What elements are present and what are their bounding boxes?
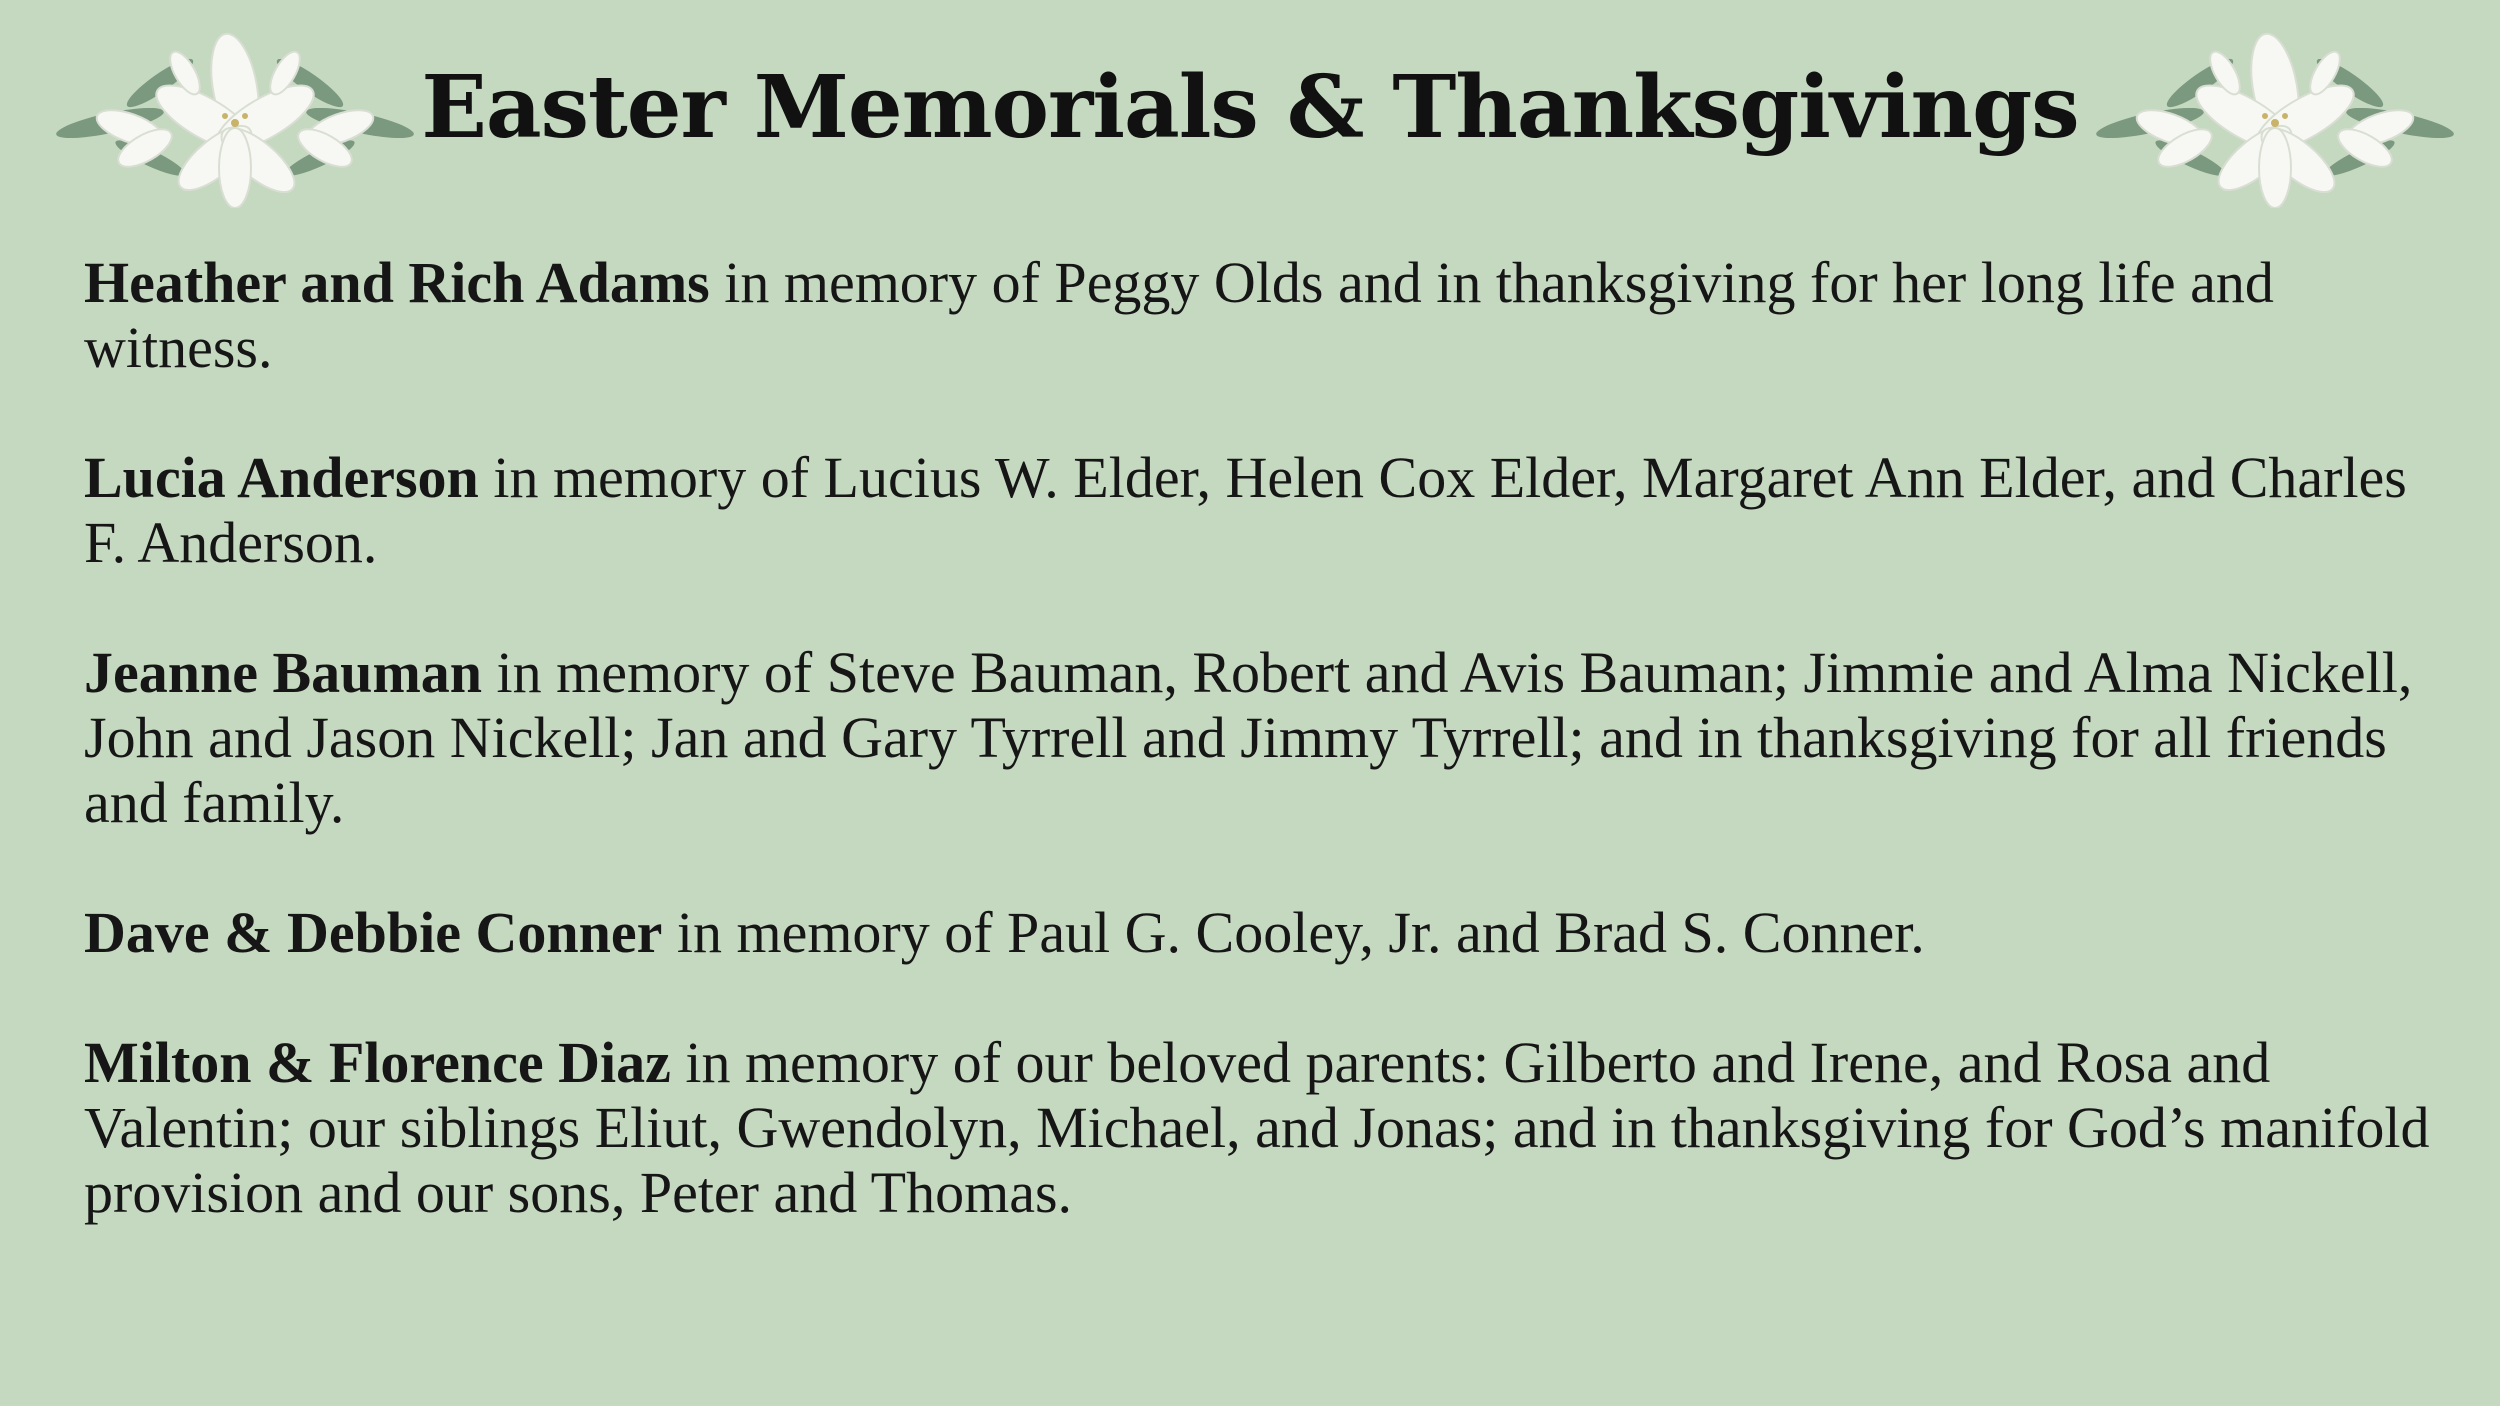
memorial-entry [84,250,2444,380]
memorial-list [84,250,2444,1290]
page-title: Easter Memorials & Thanksgivings [421,57,2079,158]
header [0,0,2500,220]
donor-name: Milton & Florence Diaz [84,1030,671,1095]
memorial-entry [84,900,2444,965]
donor-name: Heather and Rich Adams [84,250,710,315]
memorial-entry [84,640,2444,835]
donor-name: Dave & Debbie Conner [84,900,663,965]
memorial-entry [84,445,2444,575]
dedication-text: in memory of Steve Bauman, Robert and Avis Bauman; Jimmie and Alma Nickell, John and Jason Nickell; Jan and Gary Tyrrell and Jimmy Tyrrell; and in thanksgiving for all friends and family. [84,640,2413,835]
donor-name: Jeanne Bauman [84,640,483,705]
memorial-entry [84,1030,2444,1225]
dedication-text: in memory of Lucius W. Elder, Helen Cox Elder, Margaret Ann Elder, and Charles F. Anderson. [84,445,2407,575]
lily-bouquet-icon [2080,28,2470,208]
dedication-text: in memory of our beloved parents: Gilberto and Irene, and Rosa and Valentin; our siblings Eliut, Gwendolyn, Michael, and Jonas; and in thanksgiving for God’s manifold provision and our sons, Peter and Thomas. [84,1030,2430,1225]
donor-name: Lucia Anderson [84,445,479,510]
dedication-text: in memory of Peggy Olds and in thanksgiving for her long life and witness. [84,250,2274,380]
dedication-text: in memory of Paul G. Cooley, Jr. and Brad S. Conner. [662,900,1925,965]
